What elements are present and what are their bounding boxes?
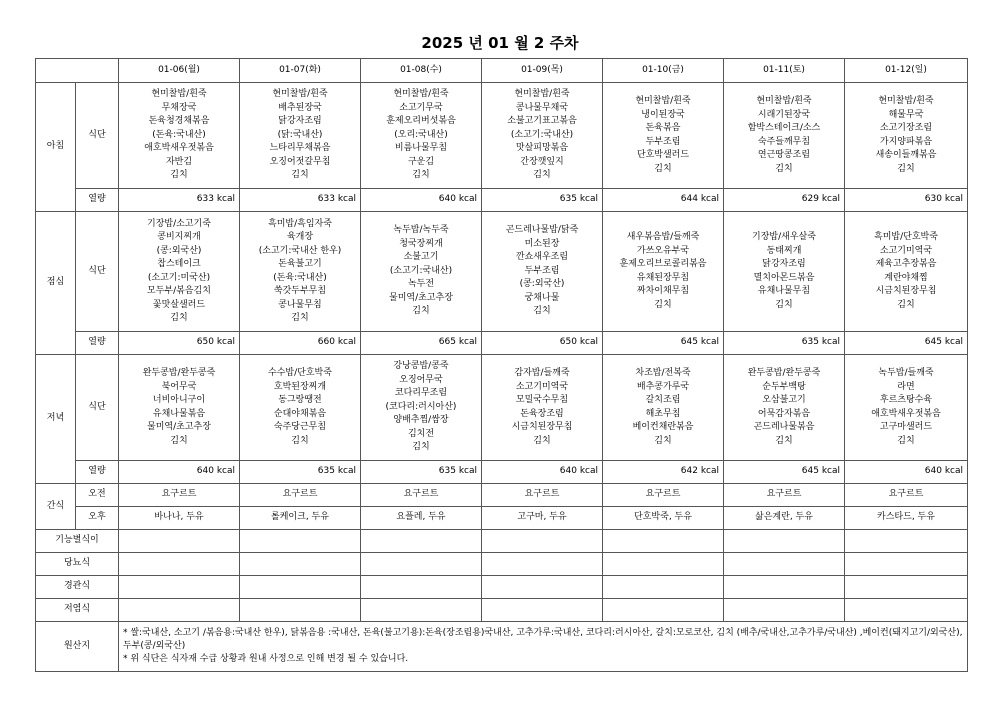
origin-text: * 쌀:국내산, 소고기 /볶음용:국내산 한우), 닭볶음용 :국내산, 돈육(불고기용):돈육(장조림용)국내산, 고추가루:국내산, 코다리:러시아산, 갈치:모로코산, 김치 (배추/국내산,고추가루/국내산) ,베이컨(돼지고기/외국산), 두부(콩/외국산) (123, 628, 963, 651)
meal-label-dinner: 저녁 (36, 355, 76, 484)
empty-cell (482, 576, 603, 599)
dinner-kcal-cell: 640 kcal (482, 461, 603, 484)
empty-cell (361, 530, 482, 553)
dinner-menu-cell: 완두콩밥/완두콩죽 북어무국 너비아니구이 유채나물볶음 물미역/초고추장 김치 (119, 355, 240, 461)
lunch-kcal-cell: 645 kcal (603, 332, 724, 355)
empty-cell (119, 599, 240, 622)
snack-pm-cell: 롤케이크, 두유 (240, 507, 361, 530)
tube-diet-label: 경관식 (36, 576, 119, 599)
breakfast-kcal-cell: 629 kcal (724, 189, 845, 212)
empty-cell (240, 576, 361, 599)
diabetic-diet-row (36, 553, 968, 576)
empty-cell (845, 599, 968, 622)
menu-label: 식단 (76, 355, 119, 461)
tube-diet-row (36, 576, 968, 599)
dinner-menu-cell: 수수밥/단호박죽 호박된장찌개 동그랑땡전 순대야채볶음 숙주당근무침 김치 (240, 355, 361, 461)
dinner-kcal-cell: 645 kcal (724, 461, 845, 484)
empty-cell (603, 553, 724, 576)
dinner-kcal-cell: 640 kcal (119, 461, 240, 484)
breakfast-kcal-cell: 640 kcal (361, 189, 482, 212)
day-header: 01-07(화) (240, 59, 361, 83)
lowsalt-diet-row (36, 599, 968, 622)
empty-cell (119, 530, 240, 553)
snack-am-cell: 요구르트 (482, 484, 603, 507)
dinner-kcal-cell: 635 kcal (361, 461, 482, 484)
snack-am-label: 오전 (76, 484, 119, 507)
lunch-menu-cell: 녹두밥/녹두죽 청국장찌개 소불고기 (소고기:국내산) 녹두전 물미역/초고추장 김치 (361, 212, 482, 332)
origin-note (119, 622, 968, 672)
breakfast-kcal-cell: 630 kcal (845, 189, 968, 212)
lunch-menu-cell: 흑미밥/흑임자죽 육개장 (소고기:국내산 한우) 돈육불고기 (돈육:국내산) 쑥갓두부무침 콩나물무침 김치 (240, 212, 361, 332)
menu-label: 식단 (76, 212, 119, 332)
snack-pm-row (36, 507, 968, 530)
empty-cell (724, 530, 845, 553)
lunch-kcal-cell: 635 kcal (724, 332, 845, 355)
snack-am-cell: 요구르트 (240, 484, 361, 507)
snack-am-cell: 요구르트 (724, 484, 845, 507)
breakfast-menu-cell: 현미찰밥/흰죽 소고기무국 훈제오리버섯볶음 (오리:국내산) 비름나물무침 구운김 김치 (361, 83, 482, 189)
empty-cell (240, 553, 361, 576)
dinner-kcal-row (36, 461, 968, 484)
breakfast-kcal-cell: 633 kcal (240, 189, 361, 212)
meal-label-breakfast: 아침 (36, 83, 76, 212)
breakfast-menu-cell: 현미찰밥/흰죽 냉이된장국 돈육볶음 두부조림 단호박샐러드 김치 (603, 83, 724, 189)
meal-label-snack: 간식 (36, 484, 76, 530)
dinner-kcal-cell: 635 kcal (240, 461, 361, 484)
dinner-menu-cell: 감자밥/들깨죽 소고기미역국 모밀국수무침 돈육장조림 시금치된장무침 김치 (482, 355, 603, 461)
functional-diet-row (36, 530, 968, 553)
empty-cell (724, 553, 845, 576)
lunch-menu-cell: 새우볶음밥/들깨죽 가쓰오유부국 훈제오리브로콜리볶음 유채된장무침 짜차이채무침 김치 (603, 212, 724, 332)
breakfast-kcal-cell: 635 kcal (482, 189, 603, 212)
day-header: 01-08(수) (361, 59, 482, 83)
lunch-kcal-cell: 645 kcal (845, 332, 968, 355)
notice-text: * 위 식단은 식자재 수급 상황과 원내 사정으로 인해 변경 될 수 있습니다. (123, 654, 409, 664)
day-header: 01-11(토) (724, 59, 845, 83)
lowsalt-diet-label: 저염식 (36, 599, 119, 622)
lunch-menu-cell: 곤드레나물밥/닭죽 미소된장 깐쇼새우조림 두부조림 (콩:외국산) 궁채나물 김치 (482, 212, 603, 332)
breakfast-kcal-cell: 633 kcal (119, 189, 240, 212)
empty-cell (603, 599, 724, 622)
meal-label-lunch: 점심 (36, 212, 76, 355)
page-title: 2025 년 01 월 2 주차 (421, 34, 579, 52)
meal-plan-table (35, 58, 968, 672)
menu-label: 식단 (76, 83, 119, 189)
empty-cell (361, 576, 482, 599)
empty-cell (240, 599, 361, 622)
lunch-kcal-cell: 665 kcal (361, 332, 482, 355)
snack-pm-cell: 카스타드, 두유 (845, 507, 968, 530)
origin-row (36, 622, 968, 672)
lunch-kcal-row (36, 332, 968, 355)
snack-am-cell: 요구르트 (845, 484, 968, 507)
snack-am-row (36, 484, 968, 507)
dinner-menu-cell: 녹두밥/들깨죽 라면 후르츠탕수육 애호박새우젓볶음 고구마샐러드 김치 (845, 355, 968, 461)
lunch-kcal-cell: 650 kcal (482, 332, 603, 355)
empty-cell (845, 530, 968, 553)
snack-pm-cell: 요플레, 두유 (361, 507, 482, 530)
empty-cell (240, 530, 361, 553)
empty-cell (482, 553, 603, 576)
breakfast-menu-cell: 현미찰밥/흰죽 시래기된장국 함박스테이크/소스 숙주들깨무침 연근땅콩조림 김치 (724, 83, 845, 189)
dinner-menu-cell: 강낭콩밥/콩죽 오징어무국 코다리무조림 (코다리:러시아산) 양배추찜/쌈장 김치전 김치 (361, 355, 482, 461)
empty-cell (724, 576, 845, 599)
lunch-menu-cell: 기장밥/새우살죽 동태찌개 닭강자조림 멸치아몬드볶음 유채나물무침 김치 (724, 212, 845, 332)
empty-cell (724, 599, 845, 622)
breakfast-menu-cell: 현미찰밥/흰죽 콩나물무채국 소불고기표고볶음 (소고기:국내산) 맛살피망볶음 간장깻잎지 김치 (482, 83, 603, 189)
kcal-label: 열량 (76, 332, 119, 355)
snack-pm-cell: 단호박죽, 두유 (603, 507, 724, 530)
lunch-kcal-cell: 650 kcal (119, 332, 240, 355)
breakfast-menu-cell: 현미찰밥/흰죽 해물무국 소고기장조림 가지양파볶음 새송이들깨볶음 김치 (845, 83, 968, 189)
empty-cell (361, 599, 482, 622)
empty-cell (603, 576, 724, 599)
lunch-menu-cell: 흑미밥/단호박죽 소고기미역국 제육고추장볶음 계란야채찜 시금치된장무침 김치 (845, 212, 968, 332)
dinner-kcal-cell: 642 kcal (603, 461, 724, 484)
empty-cell (361, 553, 482, 576)
snack-pm-cell: 고구마, 두유 (482, 507, 603, 530)
snack-pm-label: 오후 (76, 507, 119, 530)
empty-cell (845, 576, 968, 599)
dinner-kcal-cell: 640 kcal (845, 461, 968, 484)
breakfast-kcal-row (36, 189, 968, 212)
snack-pm-cell: 삶은계란, 두유 (724, 507, 845, 530)
day-header: 01-06(월) (119, 59, 240, 83)
snack-am-cell: 요구르트 (361, 484, 482, 507)
breakfast-menu-row (36, 83, 968, 189)
lunch-kcal-cell: 660 kcal (240, 332, 361, 355)
day-header-row (36, 59, 968, 83)
snack-am-cell: 요구르트 (119, 484, 240, 507)
corner-cell (36, 59, 119, 83)
snack-pm-cell: 바나나, 두유 (119, 507, 240, 530)
functional-diet-label: 기능별식이 (36, 530, 119, 553)
dinner-menu-row (36, 355, 968, 461)
snack-am-cell: 요구르트 (603, 484, 724, 507)
breakfast-menu-cell: 현미찰밥/흰죽 배추된장국 닭강자조림 (닭:국내산) 느타리무채볶음 오징어젓갈무침 김치 (240, 83, 361, 189)
diabetic-diet-label: 당뇨식 (36, 553, 119, 576)
dinner-menu-cell: 차조밥/전복죽 배추콩가루국 갈치조림 해초무침 베이컨채란볶음 김치 (603, 355, 724, 461)
lunch-menu-cell: 기장밥/소고기죽 콩비지찌개 (콩:외국산) 찹스테이크 (소고기:미국산) 모두부/볶음김치 꽃맛살샐러드 김치 (119, 212, 240, 332)
empty-cell (845, 553, 968, 576)
empty-cell (119, 576, 240, 599)
dinner-menu-cell: 완두콩밥/완두콩죽 순두부백탕 오삼불고기 어묵감자볶음 곤드레나물볶음 김치 (724, 355, 845, 461)
day-header: 01-10(금) (603, 59, 724, 83)
empty-cell (482, 530, 603, 553)
origin-label: 원산지 (36, 622, 119, 672)
lunch-menu-row (36, 212, 968, 332)
empty-cell (119, 553, 240, 576)
breakfast-kcal-cell: 644 kcal (603, 189, 724, 212)
kcal-label: 열량 (76, 461, 119, 484)
day-header: 01-12(일) (845, 59, 968, 83)
empty-cell (603, 530, 724, 553)
empty-cell (482, 599, 603, 622)
breakfast-menu-cell: 현미찰밥/흰죽 무채장국 돈육청경채볶음 (돈육:국내산) 애호박새우젓볶음 자반김 김치 (119, 83, 240, 189)
day-header: 01-09(목) (482, 59, 603, 83)
kcal-label: 열량 (76, 189, 119, 212)
